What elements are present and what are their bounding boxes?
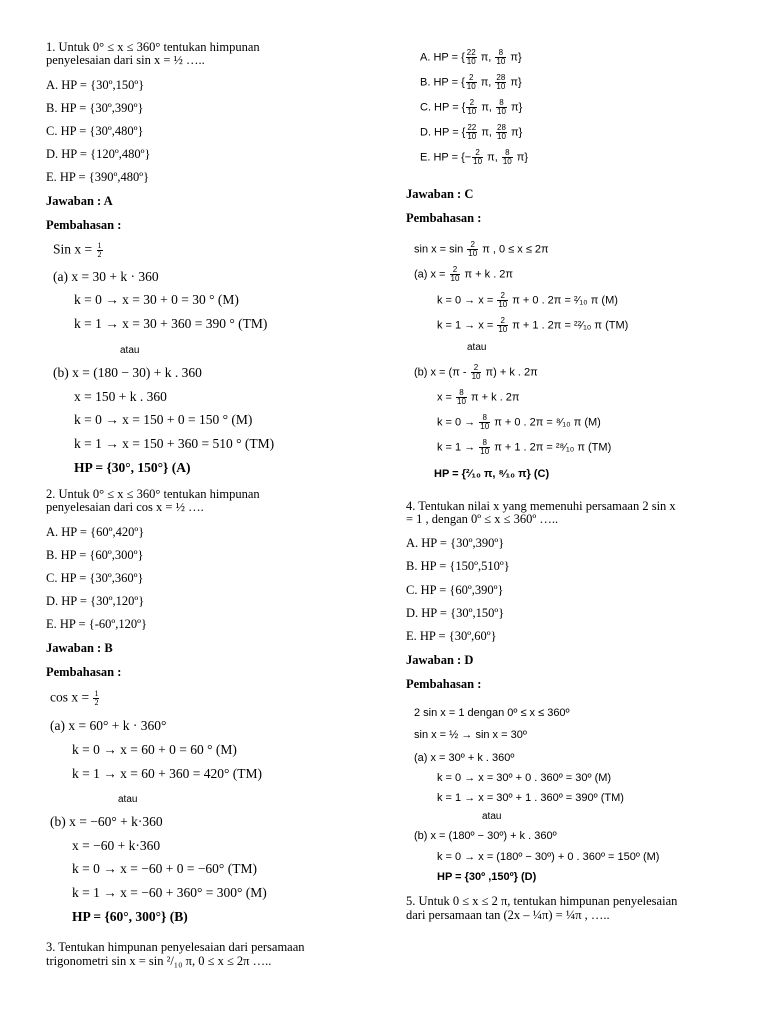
q2-work-prefix: cos x = <box>50 689 90 705</box>
q1-step-b: (b) x = (180 − 30) + k . 360 <box>53 365 202 380</box>
q1-step-b-k1: k = 1 → x = 150 + 360 = 510 ° (TM) <box>74 436 275 451</box>
q1-step-a-k1: k = 1 → x = 30 + 360 = 390 ° (TM) <box>74 316 268 331</box>
q1-option-d: D. HP = {120º,480º} <box>46 147 151 161</box>
q4-step-b-k0: k = 0 → x = (180º − 30º) + 0 . 360º = 150º (M) <box>437 851 660 863</box>
q4-answer: Jawaban : D <box>406 653 474 667</box>
q4-stem-line1: 4. Tentukan nilai x yang memenuhi persamaan 2 sin x <box>406 499 676 513</box>
q2-stem-line2: penyelesaian dari cos x = ½ …. <box>46 500 204 514</box>
q3-option-a: A. HP = { $\frac{22}{10}$ π, $\frac{8}{10}$ π} <box>420 48 522 66</box>
q3-work-a: (a) x = $\frac{2}{10}$ π + k . 2π <box>414 265 514 283</box>
q3-answer: Jawaban : C <box>406 187 474 201</box>
q4-option-b: B. HP = {150º,510º} <box>406 559 510 573</box>
q2-answer: Jawaban : B <box>46 641 113 655</box>
q1-discussion-label: Pembahasan : <box>46 218 122 232</box>
q1-work-prefix: Sin x = <box>53 241 93 257</box>
q2-result: HP = {60°, 300°} (B) <box>72 909 188 924</box>
q4-step-b: (b) x = (180º − 30º) + k . 360º <box>414 830 557 842</box>
q1-option-b: B. HP = {30º,390º} <box>46 101 144 115</box>
q4-discussion-label: Pembahasan : <box>406 677 482 691</box>
q1-option-e: E. HP = {390º,480º} <box>46 170 150 184</box>
q1-work-equation <box>53 242 104 259</box>
q2-step-a: (a) x = 60° + k · 360° <box>50 718 167 733</box>
q1-work-fraction: $\frac{1}{2}$ <box>97 241 102 259</box>
q4-stem-line2: = 1 , dengan 0º ≤ x ≤ 360º ….. <box>406 512 559 526</box>
q3-work-atau: atau <box>467 342 487 353</box>
q2-step-b-k0: k = 0 → x = −60 + 0 = −60° (TM) <box>72 861 257 876</box>
q2-work-equation <box>50 690 100 707</box>
q2-discussion-label: Pembahasan : <box>46 665 122 679</box>
q1-option-c: C. HP = {30º,480º} <box>46 124 144 138</box>
q3-work-b-k0: k = 0 → $\frac{8}{10}$ π + 0 . 2π = ⁸⁄₁₀ π (M) <box>437 413 601 431</box>
q4-option-d: D. HP = {30º,150º} <box>406 606 505 620</box>
q4-option-c: C. HP = {60º,390º} <box>406 583 504 597</box>
q3-stem-line2: trigonometri sin x = sin ²/₁₀ π, 0 ≤ x ≤ 2π ….. <box>46 954 272 968</box>
q1-answer: Jawaban : A <box>46 194 113 208</box>
q3-option-e: E. HP = {− $\frac{2}{10}$ π, $\frac{8}{10}$ π} <box>420 148 529 166</box>
q1-result: HP = {30°, 150°} (A) <box>74 460 191 475</box>
q1-step-a: (a) x = 30 + k · 360 <box>53 269 159 284</box>
q2-option-d: D. HP = {30º,120º} <box>46 594 145 608</box>
q4-option-a: A. HP = {30º,390º} <box>406 536 505 550</box>
q4-result: HP = {30º ,150º} (D) <box>437 871 537 883</box>
q1-option-a: A. HP = {30º,150º} <box>46 78 145 92</box>
q3-work-b-k1: k = 1 → $\frac{8}{10}$ π + 1 . 2π = ²⁸⁄₁₀ π (TM) <box>437 438 612 456</box>
q4-step-a: (a) x = 30º + k . 360º <box>414 752 515 764</box>
q1-stem-line2: penyelesaian dari sin x = ½ ….. <box>46 53 205 67</box>
q2-atau: atau <box>118 794 138 805</box>
q3-option-b: B. HP = { $\frac{2}{10}$ π, $\frac{28}{10}$ π} <box>420 73 522 91</box>
q3-work-b-general: x = $\frac{8}{10}$ π + k . 2π <box>437 388 520 406</box>
q1-step-b-general: x = 150 + k . 360 <box>74 389 167 404</box>
q4-option-e: E. HP = {30º,60º} <box>406 629 497 643</box>
q3-work-a-k1: k = 1 → x = $\frac{2}{10}$ π + 1 . 2π = ²²⁄₁₀ π (TM) <box>437 316 629 334</box>
q3-work-b: (b) x = (π - $\frac{2}{10}$ π) + k . 2π <box>414 363 538 381</box>
q5-stem-line1: 5. Untuk 0 ≤ x ≤ 2 π, tentukan himpunan penyelesaian <box>406 894 678 908</box>
q2-option-b: B. HP = {60º,300º} <box>46 548 144 562</box>
q4-step-a-k0: k = 0 → x = 30º + 0 . 360º = 30º (M) <box>437 772 612 784</box>
q1-step-b-k0: k = 0 → x = 150 + 0 = 150 ° (M) <box>74 412 253 427</box>
q2-stem-line1: 2. Untuk 0° ≤ x ≤ 360° tentukan himpunan <box>46 487 260 501</box>
q3-work-a-k0: k = 0 → x = $\frac{2}{10}$ π + 0 . 2π = ²⁄₁₀ π (M) <box>437 291 618 309</box>
q2-step-a-k1: k = 1 → x = 60 + 360 = 420° (TM) <box>72 766 262 781</box>
q2-step-b-general: x = −60 + k·360 <box>72 838 161 853</box>
q2-step-b: (b) x = −60° + k·360 <box>50 814 163 829</box>
q4-step-equation: 2 sin x = 1 dengan 0º ≤ x ≤ 360º <box>414 707 570 719</box>
q3-discussion-label: Pembahasan : <box>406 211 482 225</box>
q1-stem-line1: 1. Untuk 0° ≤ x ≤ 360° tentukan himpunan <box>46 40 260 54</box>
q1-atau: atau <box>120 345 140 356</box>
q2-option-c: C. HP = {30º,360º} <box>46 571 144 585</box>
q2-option-a: A. HP = {60º,420º} <box>46 525 145 539</box>
q2-option-e: E. HP = {-60º,120º} <box>46 617 147 631</box>
q4-step-a-k1: k = 1 → x = 30º + 1 . 360º = 390º (TM) <box>437 792 624 804</box>
q3-stem-line1: 3. Tentukan himpunan penyelesaian dari persamaan <box>46 940 305 954</box>
q3-work-equation: sin x = sin $\frac{2}{10}$ π , 0 ≤ x ≤ 2π <box>414 240 549 258</box>
q2-step-b-k1: k = 1 → x = −60 + 360° = 300° (M) <box>72 885 267 900</box>
q1-step-a-k0: k = 0 → x = 30 + 0 = 30 ° (M) <box>74 292 239 307</box>
q2-step-a-k0: k = 0 → x = 60 + 0 = 60 ° (M) <box>72 742 237 757</box>
q4-step-simplify: sin x = ½ → sin x = 30º <box>414 729 527 741</box>
q5-stem-line2: dari persamaan tan (2x – ¼π) = ¼π , ….. <box>406 908 610 922</box>
q2-work-fraction: $\frac{1}{2}$ <box>94 689 99 707</box>
q3-result: HP = {²⁄₁₀ π, ⁸⁄₁₀ π} (C) <box>434 468 550 480</box>
q4-atau: atau <box>482 811 502 822</box>
q3-option-d: D. HP = { $\frac{22}{10}$ π, $\frac{28}{10}$ π} <box>420 123 523 141</box>
q3-option-c: C. HP = { $\frac{2}{10}$ π, $\frac{8}{10}$ π} <box>420 98 523 116</box>
